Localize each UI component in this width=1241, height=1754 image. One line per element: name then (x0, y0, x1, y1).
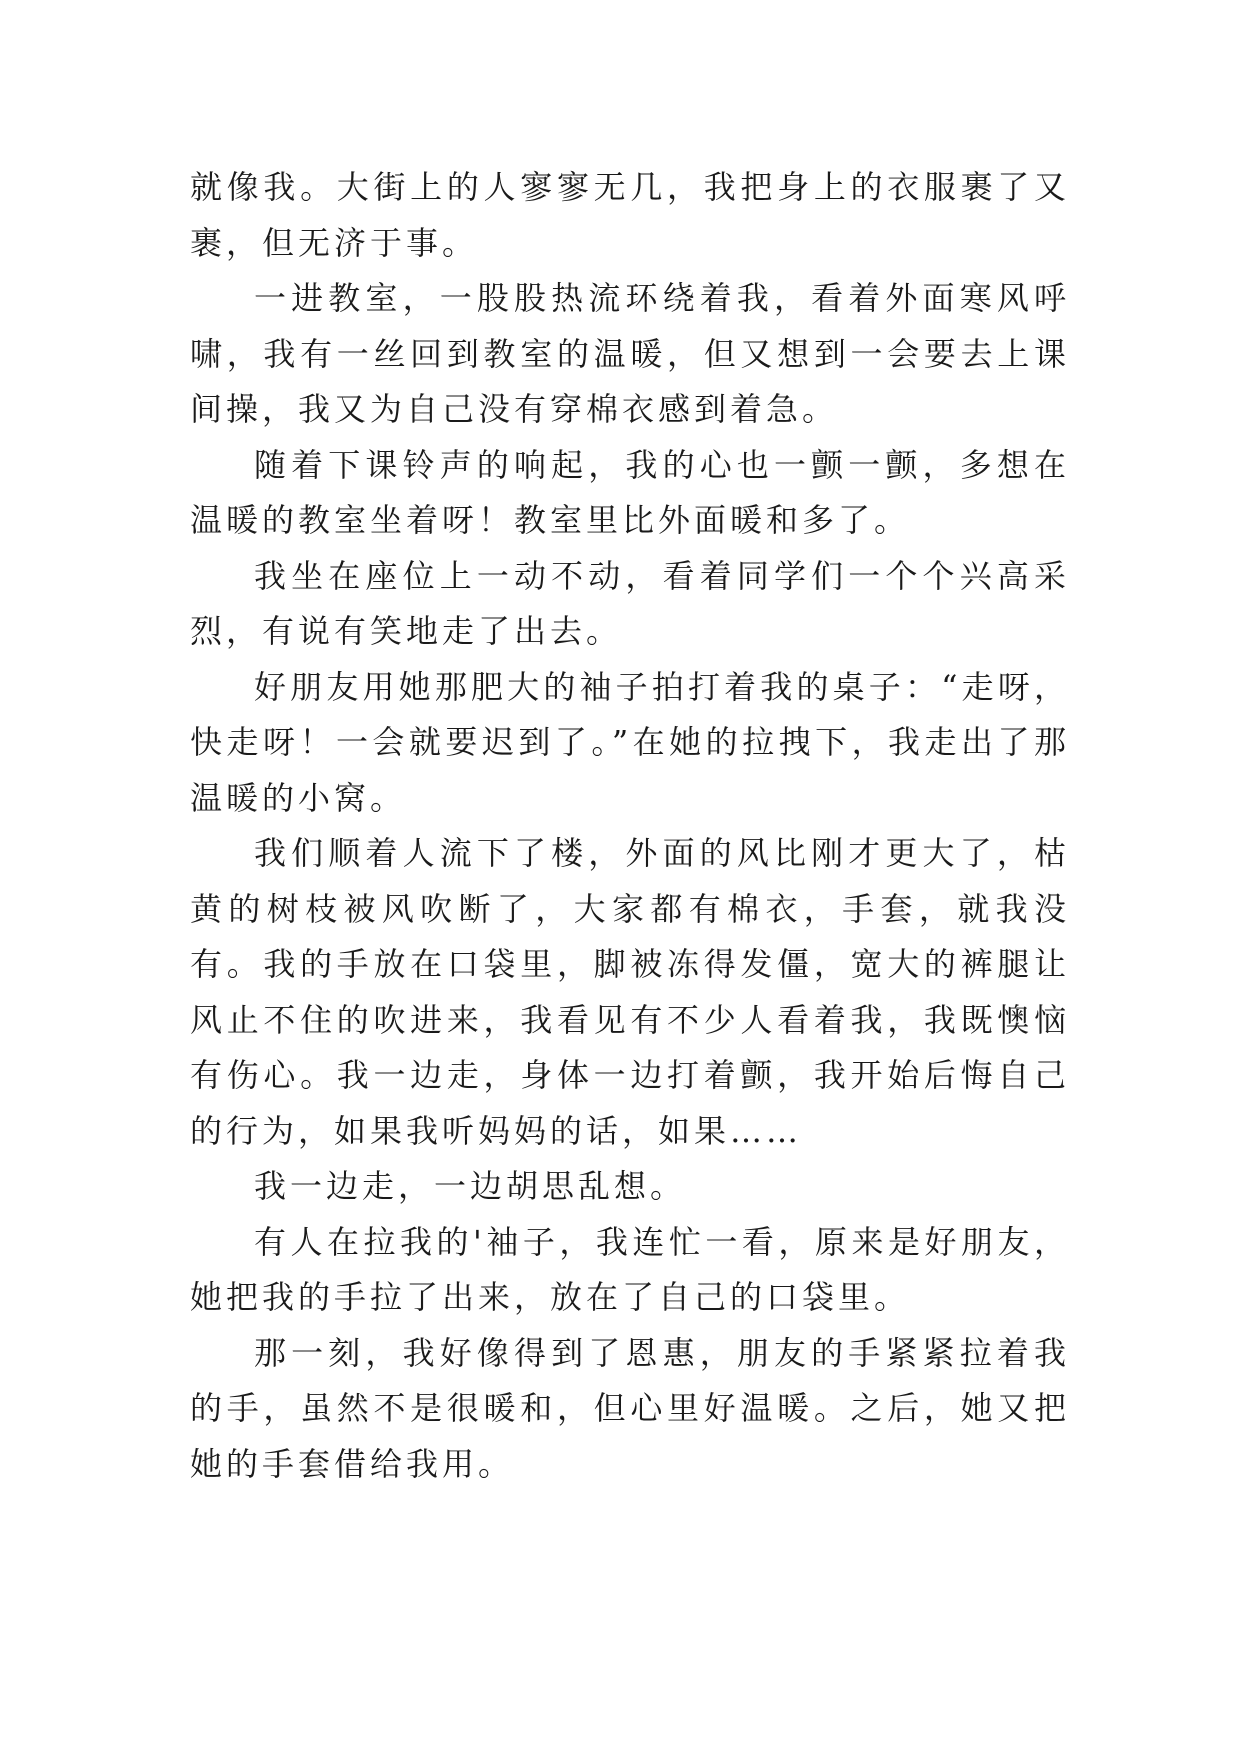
paragraph: 随着下课铃声的响起，我的心也一颤一颤，多想在温暖的教室坐着呀！教室里比外面暖和多了。 (190, 445, 1070, 539)
paragraph: 那一刻，我好像得到了恩惠，朋友的手紧紧拉着我的手，虽然不是很暖和，但心里好温暖。之后，她又把她的手套借给我用。 (190, 1333, 1070, 1483)
document-body (190, 160, 1070, 1492)
paragraph: 好朋友用她那肥大的袖子拍打着我的桌子：“走呀，快走呀！一会就要迟到了。”在她的拉拽下，我走出了那温暖的小窝。 (190, 667, 1070, 817)
paragraph: 有人在拉我的'袖子，我连忙一看，原来是好朋友，她把我的手拉了出来，放在了自己的口袋里。 (190, 1222, 1070, 1316)
paragraph: 我坐在座位上一动不动，看着同学们一个个兴高采烈，有说有笑地走了出去。 (190, 556, 1070, 650)
paragraph-continued: 就像我。大街上的人寥寥无几，我把身上的衣服裹了又裹，但无济于事。 (190, 168, 1070, 262)
paragraph: 我一边走，一边胡思乱想。 (254, 1167, 687, 1205)
paragraph: 我们顺着人流下了楼，外面的风比刚才更大了，枯黄的树枝被风吹断了，大家都有棉衣，手套，就我没有。我的手放在口袋里，脚被冻得发僵，宽大的裤腿让风止不住的吹进来，我看见有不少人看着我，我既懊恼有伤心。我一边走，身体一边打着颤，我开始后悔自己的行为，如果我听妈妈的话，如果…… (190, 834, 1070, 1150)
paragraph: 一进教室，一股股热流环绕着我，看着外面寒风呼啸，我有一丝回到教室的温暖，但又想到一会要去上课间操，我又为自己没有穿棉衣感到着急。 (190, 279, 1070, 428)
